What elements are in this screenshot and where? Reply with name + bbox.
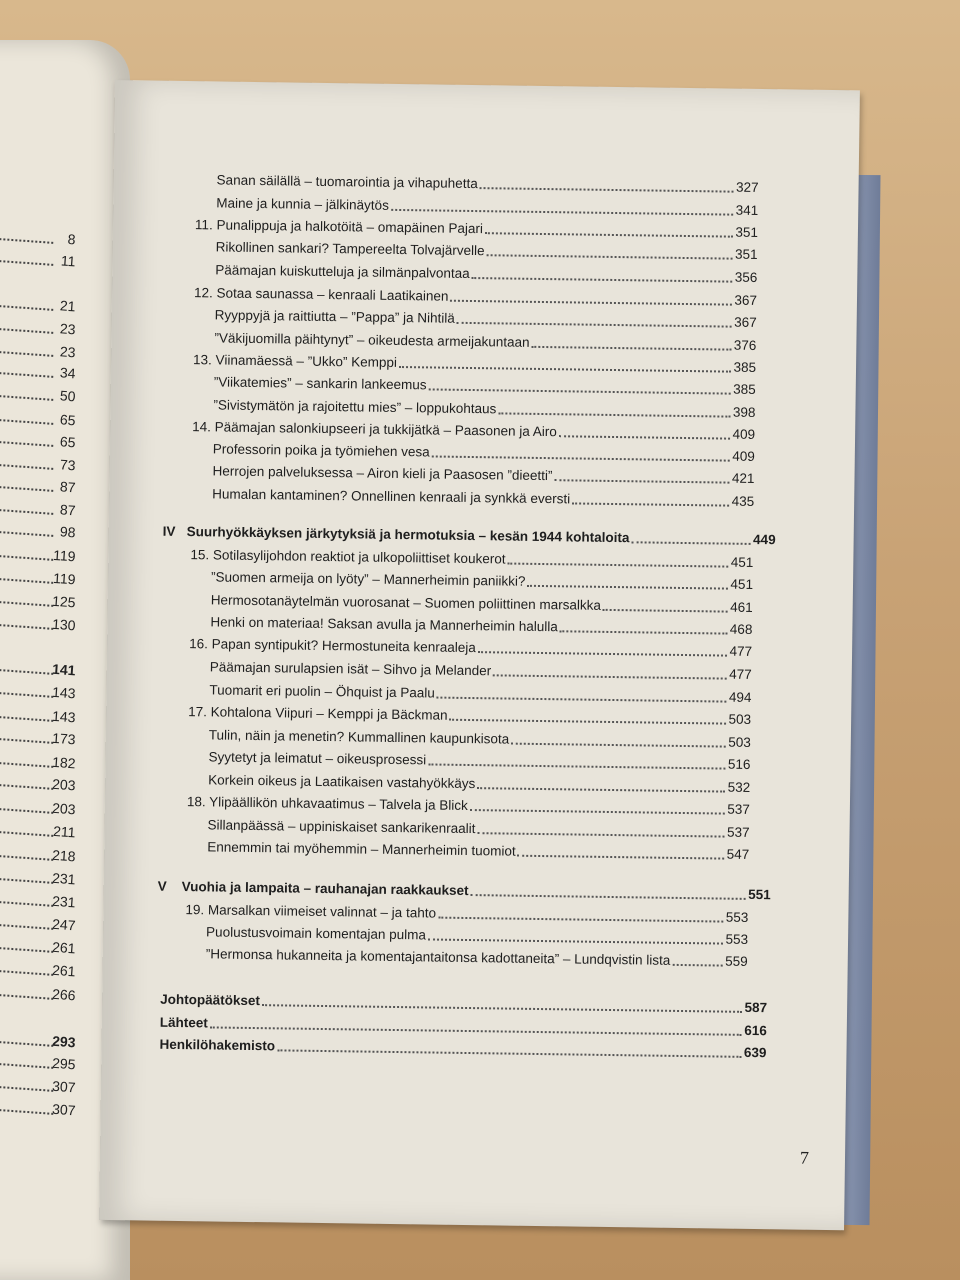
dot-leader	[572, 502, 730, 506]
toc-page-number: 616	[744, 1022, 767, 1039]
left-page-entry	[0, 788, 77, 818]
dot-leader	[478, 651, 728, 656]
toc-title-text: Professorin poika ja työmiehen vesa	[212, 441, 430, 460]
toc-section-entry	[206, 923, 748, 949]
left-page-entry	[0, 764, 77, 794]
toc-title-text: Päämajan surulapsien isät – Sihvo ja Melander	[209, 659, 492, 679]
toc-chapter-entry	[190, 546, 753, 572]
left-page-entry	[0, 811, 77, 841]
toc-title-text: ”Väkijuomilla päihtynyt” – oikeudesta armeijakuntaan	[214, 330, 530, 350]
left-page-entry	[0, 308, 77, 338]
toc-entry-title	[210, 613, 558, 636]
toc-section-entry	[216, 238, 758, 264]
left-page-entry	[0, 240, 77, 270]
toc-entry-title	[187, 793, 468, 815]
left-page-number: 211	[52, 822, 77, 841]
toc-entry-title	[216, 194, 389, 214]
toc-title-text: 14. Päämajan salonkiupseeri ja tukkijätkä – Paasonen ja Airo	[192, 419, 557, 440]
dot-leader	[472, 277, 733, 283]
toc-entry-title	[215, 306, 455, 327]
toc-page-number: 587	[744, 999, 768, 1016]
dot-leader	[603, 609, 728, 613]
dot-leader	[438, 917, 724, 923]
left-page-number: 307	[51, 1077, 77, 1096]
dot-leader	[277, 1049, 742, 1057]
left-page-number: 307	[51, 1100, 77, 1119]
toc-page-number: 367	[734, 292, 758, 308]
left-page-entry	[0, 421, 77, 451]
toc-page-number: 341	[735, 202, 759, 218]
left-page-entry	[0, 927, 77, 957]
left-page-number: 125	[51, 592, 77, 611]
toc-section-entry	[211, 591, 753, 617]
toc-page-number: 553	[725, 909, 749, 925]
toc-title-text: Humalan kantaminen? Onnellinen kenraali ja synkkä eversti	[212, 486, 571, 507]
toc-page-number: 547	[726, 846, 750, 862]
toc-title-text: ”Suomen armeija on lyöty” – Mannerheimin paniikki?	[210, 569, 526, 589]
toc-section-entry	[213, 440, 755, 466]
toc-title-text: Sanan säilällä – tuomarointia ja vihapuhetta	[216, 172, 478, 192]
toc-page-number: 461	[730, 599, 753, 615]
dot-leader	[486, 254, 733, 259]
toc-entry-title	[192, 418, 557, 441]
toc-section-entry	[216, 171, 758, 197]
toc-page-number: 409	[732, 448, 755, 464]
left-page-number: 50	[59, 387, 77, 405]
toc-section-entry	[211, 568, 753, 594]
toc-entry-title	[215, 261, 470, 283]
dot-leader	[507, 563, 728, 568]
toc-section-entry	[214, 373, 756, 399]
toc-entry-title	[206, 945, 671, 969]
toc-entry-title	[216, 171, 477, 193]
left-page-number: 173	[51, 729, 77, 748]
left-page-number: 141	[51, 660, 77, 679]
dot-leader	[428, 938, 724, 944]
dot-leader	[428, 763, 726, 769]
toc-chapter-entry	[187, 793, 750, 819]
toc-title-text: 18. Ylipäällikön uhkavaatimus – Talvela ja Blick	[186, 794, 468, 813]
dot-leader	[262, 1004, 743, 1013]
toc-title-text: Maine ja kunnia – jälkinäytös	[216, 195, 389, 213]
left-page-number: 34	[59, 364, 77, 382]
toc-section-entry	[207, 816, 749, 842]
left-page-entry	[0, 672, 77, 702]
toc-entry-title	[160, 991, 260, 1010]
left-page-entry	[0, 581, 77, 611]
toc-chapter-entry	[188, 703, 751, 729]
left-page-number: 119	[52, 546, 77, 565]
toc-section-entry	[216, 194, 758, 220]
toc-title-text: Henki on materiaa! Saksan avulla ja Mannerheimin halulla	[210, 614, 558, 635]
toc-entry-title	[185, 901, 436, 922]
dot-leader	[527, 585, 728, 590]
left-page-number: 65	[59, 433, 77, 451]
toc-page-number: 477	[729, 666, 752, 682]
toc-title-text: Tuomarit eri puolin – Öhquist ja Paalu	[209, 682, 435, 701]
dot-leader	[437, 697, 727, 703]
left-page-number: 293	[51, 1032, 77, 1051]
toc-entry-title	[211, 568, 526, 590]
toc-entry-title	[187, 523, 630, 547]
left-page-number: 143	[51, 683, 77, 702]
left-page-number: 8	[67, 230, 77, 248]
left-page-number: 231	[51, 892, 77, 911]
toc-title-text: 11. Punalippuja ja halkotöitä – omapäinen Pajari	[194, 217, 484, 237]
page-number: 7	[799, 1147, 810, 1168]
toc-title-text: ”Hermonsa hukanneita ja komentajantaitonsa kadottaneita” – Lundqvistin lista	[205, 946, 671, 968]
toc-page-number: 451	[730, 554, 754, 570]
left-page-entry	[0, 904, 77, 934]
toc-part-heading	[158, 878, 771, 905]
toc-page-number: 385	[733, 381, 756, 397]
left-page-number: 203	[51, 799, 77, 818]
left-page-number: 130	[51, 615, 77, 634]
dot-leader	[480, 187, 734, 193]
toc-section-entry	[207, 838, 749, 864]
toc-section-entry	[210, 613, 752, 639]
dot-leader	[511, 743, 726, 748]
toc-entry-title	[210, 658, 492, 680]
toc-title-text: 15. Sotilasylijohdon reaktiot ja ulkopoliittiset koukerot	[190, 547, 506, 567]
toc-section-entry	[209, 726, 751, 752]
toc-chapter-entry	[194, 284, 757, 310]
toc-page-number: 435	[731, 493, 755, 509]
toc-appendix-entry	[159, 1036, 766, 1062]
toc-chapter-entry	[192, 418, 755, 444]
left-page-entry	[0, 649, 77, 679]
toc-entry-title	[206, 923, 426, 944]
part-number: IV	[162, 523, 176, 539]
toc-page-number: 356	[734, 269, 758, 285]
left-page-entry	[0, 718, 77, 748]
toc-page-number: 327	[735, 179, 759, 195]
dot-leader	[450, 300, 732, 306]
toc-part-heading	[163, 523, 776, 550]
toc-page-number: 503	[728, 734, 751, 750]
toc-entry-title	[182, 878, 469, 900]
toc-title-text: Syytetyt ja leimatut – oikeusprosessi	[208, 749, 427, 768]
toc-entry-title	[213, 396, 496, 418]
toc-section-entry	[212, 462, 754, 488]
dot-leader	[477, 787, 725, 792]
left-page-number: 73	[59, 456, 77, 474]
toc-entry-title	[211, 591, 601, 614]
left-page-number: 65	[59, 411, 77, 429]
toc-page-number: 553	[725, 931, 749, 947]
toc-entry-title	[207, 816, 475, 838]
toc-page-number: 468	[729, 621, 753, 637]
left-page-entry	[0, 1043, 77, 1073]
toc-section-entry	[213, 396, 755, 422]
toc-title-text: Suurhyökkäyksen järkytyksiä ja hermotuksia – kesän 1944 kohtaloita	[186, 524, 630, 546]
toc-title-text: Rikollinen sankari? Tampereelta Tolvajärvelle	[215, 239, 485, 259]
dot-leader	[470, 809, 726, 815]
toc-title-text: 17. Kohtalona Viipuri – Kemppi ja Bäckman	[188, 704, 448, 723]
left-page-entry	[0, 511, 77, 541]
toc-title-text: 16. Papan syntipukit? Hermostuneita kenraaleja	[189, 636, 476, 656]
toc-section-entry	[210, 658, 752, 684]
toc-section-entry	[206, 945, 748, 971]
toc-title-text: Lähteet	[159, 1014, 208, 1031]
left-page-entry	[0, 858, 77, 888]
toc-entry-title	[193, 351, 397, 372]
toc-title-text: Ennemmin tai myöhemmin – Mannerheimin tuomiot	[207, 839, 516, 859]
toc-page-number: 451	[730, 576, 754, 592]
toc-title-text: Sillanpäässä – uppiniskaiset sankarikenraalit	[207, 817, 476, 837]
left-page-number: 23	[59, 320, 77, 338]
toc-section-entry	[208, 771, 750, 797]
toc-page-number: 351	[734, 246, 758, 262]
table-of-contents	[99, 80, 860, 1230]
dot-leader	[399, 366, 732, 373]
toc-page-number: 449	[753, 531, 776, 548]
left-page-entry	[0, 535, 77, 565]
left-page-entry	[0, 950, 77, 980]
toc-entry-title	[209, 726, 510, 748]
dot-leader	[485, 232, 734, 237]
toc-entry-title	[212, 485, 570, 508]
toc-entry-title	[208, 748, 426, 769]
left-page-entry	[0, 974, 77, 1004]
right-page	[99, 80, 860, 1230]
left-page-number: 143	[51, 707, 77, 726]
toc-entry-title	[216, 238, 485, 260]
toc-entry-title	[159, 1036, 275, 1056]
left-page-number: 87	[59, 501, 77, 519]
toc-page-number: 409	[732, 426, 756, 442]
toc-page-number: 385	[733, 359, 757, 375]
left-page-number: 87	[59, 478, 77, 496]
toc-page-number: 367	[734, 314, 757, 330]
dot-leader	[554, 479, 730, 483]
left-page-number: 23	[59, 343, 77, 361]
dot-leader	[391, 209, 734, 216]
toc-page-number: 516	[727, 756, 751, 772]
left-page-entry	[0, 558, 77, 588]
left-page-entry	[0, 604, 77, 634]
toc-page-number: 494	[728, 689, 752, 705]
dot-leader	[672, 964, 723, 967]
toc-entry-title	[190, 546, 505, 568]
left-page-entry	[0, 375, 77, 405]
toc-entry-title	[189, 635, 476, 657]
toc-page-number: 537	[727, 801, 750, 817]
toc-entry-title	[194, 284, 449, 306]
toc-title-text: Korkein oikeus ja Laatikaisen vastahyökkäys	[208, 772, 476, 792]
toc-entry-title	[213, 440, 430, 461]
left-page-number: 261	[51, 938, 77, 957]
toc-title-text: 19. Marsalkan viimeiset valinnat – ja tahto	[185, 902, 437, 921]
toc-page-number: 639	[743, 1044, 767, 1061]
toc-entry-title	[188, 703, 448, 725]
toc-entry-title	[208, 771, 475, 793]
toc-title-text: Päämajan kuiskutteluja ja silmänpalvontaa	[215, 262, 470, 281]
toc-title-text: Tulin, näin ja menetin? Kummallinen kaupunkisota	[208, 727, 510, 747]
toc-appendix-entry	[160, 991, 767, 1017]
toc-entry-title	[212, 462, 552, 485]
toc-chapter-entry	[195, 216, 758, 242]
dot-leader	[457, 322, 732, 328]
toc-title-text: ”Viikatemies” – sankarin lankeemus	[213, 374, 427, 393]
part-number: V	[157, 878, 167, 894]
toc-title-text: 13. Viinamäessä – ”Ukko” Kemppi	[192, 352, 398, 370]
toc-page-number: 421	[731, 470, 755, 486]
toc-page-number: 537	[726, 824, 750, 840]
toc-section-entry	[215, 261, 757, 287]
dot-leader	[531, 346, 731, 351]
toc-title-text: Puolustusvoimain komentajan pulma	[206, 924, 427, 943]
dot-leader	[450, 719, 727, 725]
dot-leader	[471, 894, 747, 900]
toc-page-number: 376	[733, 337, 757, 353]
left-page-entry	[0, 835, 77, 865]
dot-leader	[560, 630, 728, 634]
toc-title-text: Herrojen palveluksessa – Airon kieli ja Paasosen ”dieetti”	[212, 463, 553, 484]
toc-title-text: Hermosotanäytelmän vuorosanat – Suomen poliittinen marsalkka	[210, 592, 602, 613]
dot-leader	[498, 412, 731, 417]
toc-title-text: Henkilöhakemisto	[159, 1036, 276, 1054]
toc-page-number: 503	[728, 711, 752, 727]
toc-page-number: 477	[729, 643, 753, 659]
toc-chapter-entry	[185, 901, 748, 927]
toc-page-number: 398	[732, 404, 756, 420]
toc-page-number: 551	[748, 886, 771, 903]
dot-leader	[518, 855, 725, 860]
dot-leader	[210, 1026, 742, 1035]
left-page-entry	[0, 466, 77, 496]
toc-title-text: Ryyppyjä ja raittiutta – ”Pappa” ja Nihtilä	[214, 307, 455, 326]
toc-section-entry	[209, 681, 751, 707]
left-page-entry	[0, 1089, 77, 1119]
toc-entry-title	[209, 681, 435, 702]
toc-section-entry	[214, 329, 756, 355]
toc-section-entry	[215, 306, 757, 332]
dot-leader	[477, 832, 725, 837]
dot-leader	[559, 435, 731, 439]
left-page-number: 231	[51, 869, 77, 888]
toc-title-text: Vuohia ja lampaita – rauhanajan raakkaukset	[181, 879, 469, 899]
left-page-number: 261	[51, 961, 77, 980]
toc-chapter-entry	[189, 635, 752, 661]
left-page-number: 98	[59, 523, 77, 541]
left-page-number: 182	[51, 753, 77, 772]
left-page-entry	[0, 285, 77, 315]
left-page-number: 21	[59, 297, 77, 315]
toc-entry-title	[160, 1014, 208, 1033]
left-page-number: 11	[60, 252, 77, 270]
toc-page-number: 351	[735, 224, 759, 240]
left-page-number: 119	[52, 569, 77, 588]
toc-entry-title	[195, 216, 483, 238]
dot-leader	[631, 541, 751, 545]
dot-leader	[432, 455, 731, 461]
left-page-number: 203	[51, 775, 77, 794]
toc-entry-title	[207, 838, 516, 860]
toc-page-number: 532	[727, 779, 751, 795]
toc-entry-title	[214, 373, 427, 394]
left-page-number: 218	[51, 846, 77, 865]
toc-title-text: Johtopäätökset	[160, 991, 261, 1009]
toc-page-number: 559	[725, 953, 748, 969]
toc-entry-title	[214, 329, 529, 351]
left-page-number: 247	[51, 915, 77, 934]
toc-section-entry	[208, 748, 750, 774]
left-page-entry	[0, 881, 77, 911]
dot-leader	[493, 674, 727, 679]
toc-section-entry	[212, 485, 754, 511]
dot-leader	[429, 388, 732, 394]
left-page-number: 266	[51, 985, 77, 1004]
toc-chapter-entry	[193, 351, 756, 377]
left-page-number: 295	[51, 1054, 77, 1073]
left-page-entry	[0, 1066, 77, 1096]
toc-title-text: ”Sivistymätön ja rajoitettu mies” – loppukohtaus	[213, 397, 497, 417]
toc-title-text: 12. Sotaa saunassa – kenraali Laatikainen	[193, 285, 449, 304]
